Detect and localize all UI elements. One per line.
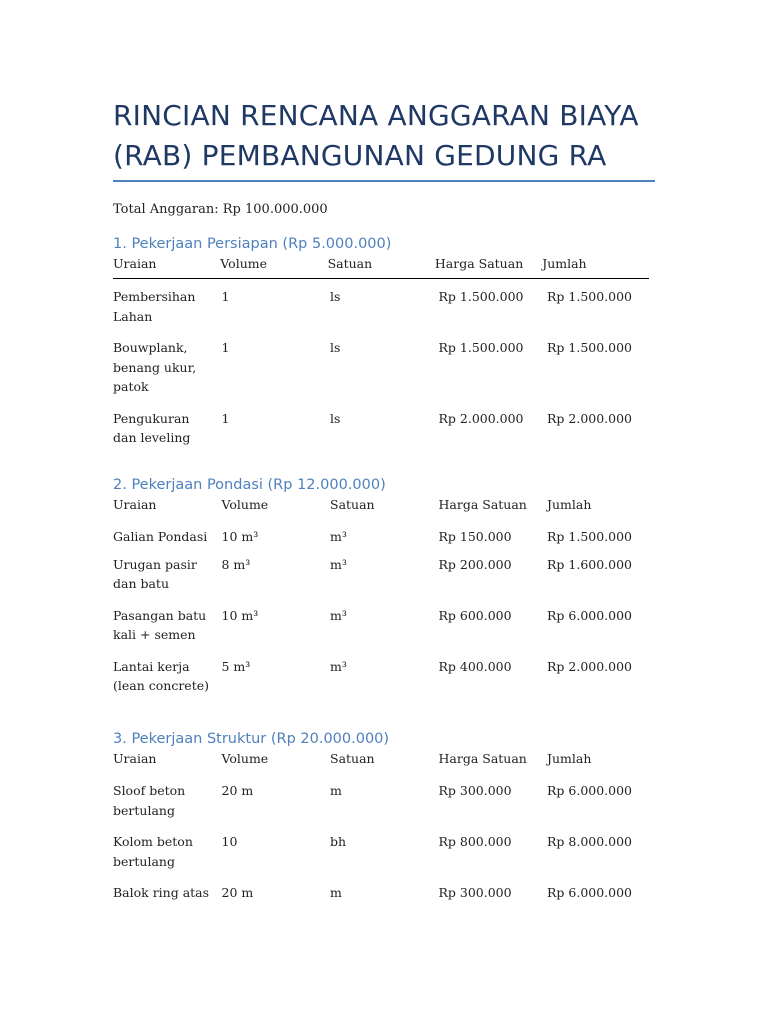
cell-uraian: Urugan pasir dan batu [113,556,197,591]
cell-uraian: Pengukuran dan leveling [113,410,191,445]
cell-jumlah: Rp 8.000.000 [547,834,633,849]
cell-volume: 1 [221,289,230,304]
cell-satuan: m³ [330,607,347,623]
table-row [113,604,658,655]
cell-volume: 1 [221,410,230,426]
cell-harga-satuan: Rp 400.000 [438,658,512,674]
cell-harga-satuan: Rp 300.000 [438,885,512,900]
cell-jumlah: Rp 6.000.000 [547,783,633,798]
cell-satuan: ls [330,340,341,355]
column-header-satuan: Satuan [330,751,375,766]
cell-jumlah: Rp 2.000.000 [547,658,633,674]
table-row [113,830,658,881]
cell-satuan: ls [330,289,341,304]
table-row [113,336,658,407]
column-header-harga-satuan: Harga Satuan [434,256,524,271]
section-pondasi [113,475,658,706]
document-title: RINCIAN RENCANA ANGGARAN BIAYA (RAB) PEMBANGUNAN GEDUNG RA [113,99,639,172]
column-header-jumlah: Jumlah [542,256,587,271]
cell-jumlah: Rp 2.000.000 [547,410,633,426]
column-header-jumlah: Jumlah [547,751,592,766]
cell-jumlah: Rp 1.500.000 [547,529,633,544]
cell-jumlah: Rp 6.000.000 [547,885,633,900]
cell-volume: 10 m³ [221,529,259,544]
cell-harga-satuan: Rp 300.000 [438,783,512,798]
cell-satuan: m³ [330,556,347,572]
cell-uraian: Kolom beton bertulang [113,834,193,869]
column-header-uraian: Uraian [113,497,157,512]
cell-jumlah: Rp 6.000.000 [547,607,633,623]
cell-volume: 1 [221,340,230,355]
cell-jumlah: Rp 1.500.000 [547,289,633,304]
table-header-row [113,254,649,279]
column-header-jumlah: Jumlah [547,497,592,512]
cell-jumlah: Rp 1.600.000 [547,556,633,572]
cell-satuan: m³ [330,658,347,674]
table-row [113,519,658,553]
cell-volume: 20 m [221,783,254,798]
table-row [113,407,658,458]
cell-uraian: Sloof beton bertulang [113,783,186,818]
cell-harga-satuan: Rp 800.000 [438,834,512,849]
column-header-harga-satuan: Harga Satuan [438,751,527,766]
section-heading: 1. Pekerjaan Persiapan (Rp 5.000.000) [113,236,392,252]
cell-uraian: Galian Pondasi [113,529,208,544]
table-row [113,655,658,706]
cell-satuan: m³ [330,529,347,544]
total-budget: Total Anggaran: Rp 100.000.000 [113,202,328,217]
cell-harga-satuan: Rp 2.000.000 [438,410,524,426]
column-header-volume: Volume [221,497,269,512]
cell-harga-satuan: Rp 600.000 [438,607,512,623]
rab-table [113,254,658,458]
column-header-volume: Volume [220,256,268,271]
column-header-harga-satuan: Harga Satuan [438,497,527,512]
cell-harga-satuan: Rp 1.500.000 [438,289,524,304]
cell-satuan: bh [330,834,347,849]
column-header-uraian: Uraian [113,751,157,766]
cell-harga-satuan: Rp 1.500.000 [438,340,524,355]
table-row [113,279,658,336]
table-row [113,553,658,604]
cell-volume: 10 m³ [221,607,259,623]
cell-volume: 20 m [221,885,254,900]
cell-volume: 5 m³ [221,658,251,674]
table-header-row [113,495,658,519]
title-underline [113,180,655,182]
column-header-satuan: Satuan [330,497,375,512]
cell-satuan: ls [330,410,341,426]
cell-jumlah: Rp 1.500.000 [547,340,633,355]
cell-uraian: Lantai kerja (lean concrete) [113,658,209,693]
cell-harga-satuan: Rp 200.000 [438,556,512,572]
rab-table [113,749,658,913]
section-heading: 2. Pekerjaan Pondasi (Rp 12.000.000) [113,477,386,493]
cell-uraian: Bouwplank, benang ukur, patok [113,340,197,394]
section-struktur [113,729,658,913]
table-header-row [113,749,658,773]
cell-satuan: m [330,783,342,798]
cell-uraian: Balok ring atas [113,885,210,900]
cell-satuan: m [330,885,342,900]
column-header-uraian: Uraian [113,256,157,271]
column-header-satuan: Satuan [327,256,373,271]
table-row [113,881,658,913]
cell-uraian: Pembersihan Lahan [113,289,196,324]
cell-uraian: Pasangan batu kali + semen [113,607,207,642]
cell-volume: 10 [221,834,238,849]
cell-volume: 8 m³ [221,556,251,572]
section-persiapan [113,234,658,458]
rab-table [113,495,658,706]
column-header-volume: Volume [221,751,269,766]
table-row [113,773,658,830]
section-heading: 3. Pekerjaan Struktur (Rp 20.000.000) [113,731,390,747]
cell-harga-satuan: Rp 150.000 [438,529,512,544]
